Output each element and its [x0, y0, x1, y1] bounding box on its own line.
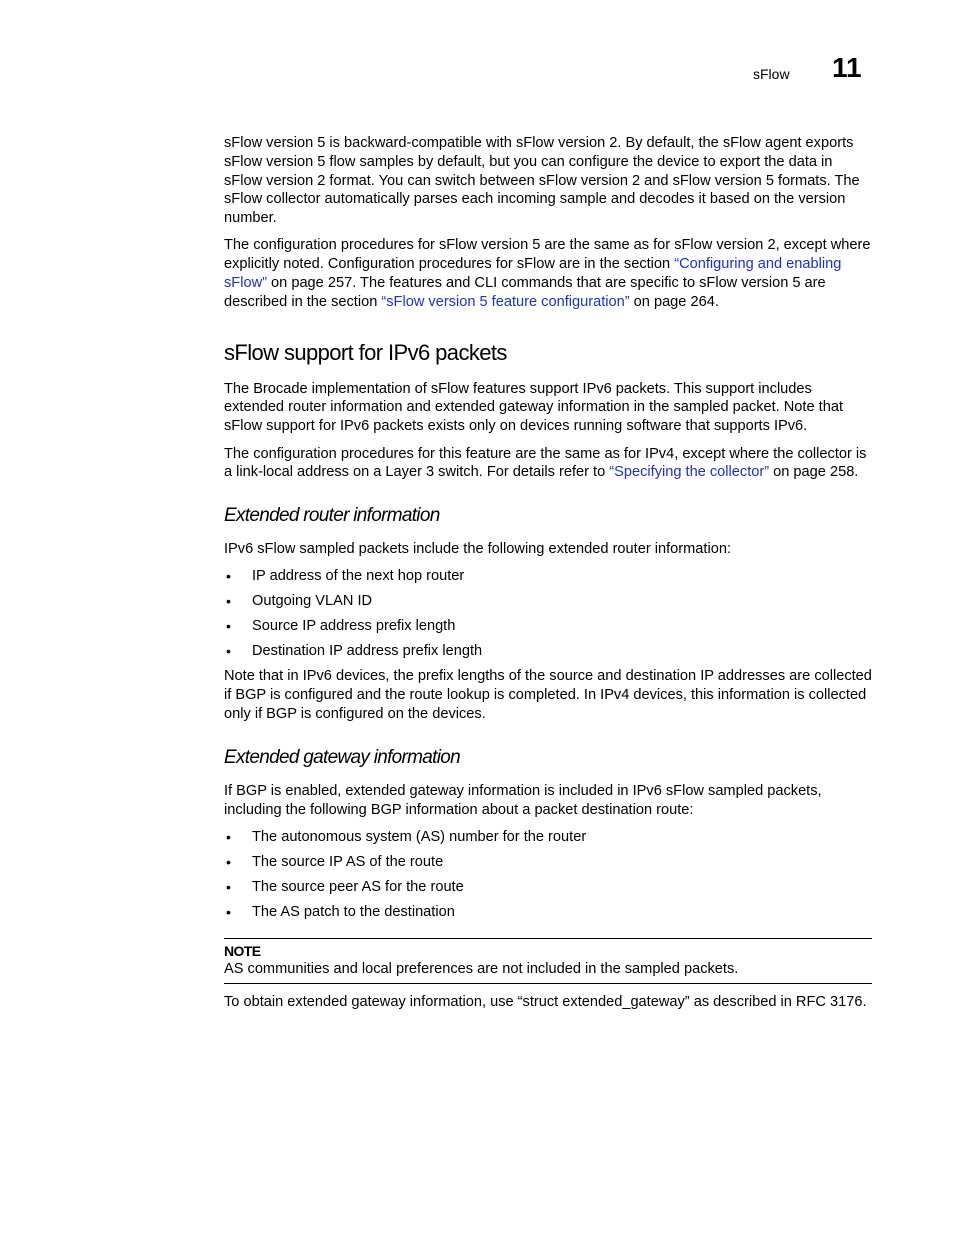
page-content: [224, 134, 872, 1021]
gateway-info-intro: If BGP is enabled, extended gateway information is included in IPv6 sFlow sampled packets, including the following BGP information about a packet destination route:: [224, 782, 822, 818]
note-box: [224, 938, 872, 985]
link-sflow-v5-feature-config[interactable]: “sFlow version 5 feature configuration”: [381, 293, 630, 310]
link-specifying-collector[interactable]: “Specifying the collector”: [609, 464, 770, 481]
router-info-list: [224, 567, 872, 661]
bullet-icon: •: [226, 903, 231, 920]
subheading-gateway-info: Extended gateway information: [224, 746, 461, 768]
note-label: NOTE: [224, 942, 261, 959]
bullet-icon: •: [226, 568, 231, 585]
subheading-router-info: Extended router information: [224, 505, 440, 527]
list-item: • Source IP address prefix length: [226, 618, 456, 635]
intro-paragraph-2: The configuration procedures for sFlow version 5 are the same as for sFlow version 2, except where explicitly noted. Configuration procedures for sFlow are in the section “Configuring and enabling sFlow” on page 257. The features and CLI commands that are specific to sFlow version 5 are described in the section “sFlow version 5 feature configuration” on page 264.: [224, 237, 871, 310]
bullet-icon: •: [226, 593, 231, 610]
bullet-icon: •: [226, 853, 231, 870]
list-item: • The source IP AS of the route: [226, 853, 444, 870]
note-text: AS communities and local preferences are not included in the sampled packets.: [224, 960, 739, 977]
bullet-icon: •: [226, 618, 231, 635]
bullet-icon: •: [226, 828, 231, 845]
gateway-info-outro: To obtain extended gateway information, use “struct extended_gateway” as described in RFC 3176.: [224, 994, 867, 1011]
router-info-outro: Note that in IPv6 devices, the prefix lengths of the source and destination IP addresses are collected if BGP is configured and the route lookup is completed. In IPv4 devices, this information is collected only if BGP is configured on the devices.: [224, 668, 872, 722]
ipv6-paragraph-2: The configuration procedures for this feature are the same as for IPv4, except where the collector is a link-local address on a Layer 3 switch. For details refer to “Specifying the collector” on page 258.: [224, 445, 867, 481]
router-info-intro: IPv6 sFlow sampled packets include the following extended router information:: [224, 541, 731, 558]
ipv6-paragraph-1: The Brocade implementation of sFlow features support IPv6 packets. This support includes extended router information and extended gateway information in the sampled packet. Note that sFlow support for IPv6 packets exists only on devices running software that supports IPv6.: [224, 380, 843, 435]
running-header-section: sFlow: [753, 66, 790, 82]
bullet-icon: •: [226, 878, 231, 895]
list-item: • The autonomous system (AS) number for the router: [226, 828, 587, 845]
list-item: • IP address of the next hop router: [226, 568, 465, 585]
gateway-info-list: [224, 828, 872, 922]
chapter-number: 11: [832, 52, 862, 83]
list-item: • Destination IP address prefix length: [226, 643, 483, 660]
list-item: • The source peer AS for the route: [226, 878, 464, 895]
bullet-icon: •: [226, 643, 231, 660]
list-item: • The AS patch to the destination: [226, 903, 455, 920]
list-item: • Outgoing VLAN ID: [226, 593, 373, 610]
link-configuring-enabling-sflow[interactable]: “Configuring and enabling sFlow”: [224, 256, 842, 292]
intro-paragraph-1: sFlow version 5 is backward-compatible with sFlow version 2. By default, the sFlow agent exports sFlow version 5 flow samples by default, but you can configure the device to export the data in sFlow version 2 format. You can switch between sFlow version 2 and sFlow version 5 formats. The sFlow collector automatically parses each incoming sample and decodes it based on the version number.: [224, 135, 860, 227]
section-heading-ipv6: sFlow support for IPv6 packets: [224, 339, 507, 365]
